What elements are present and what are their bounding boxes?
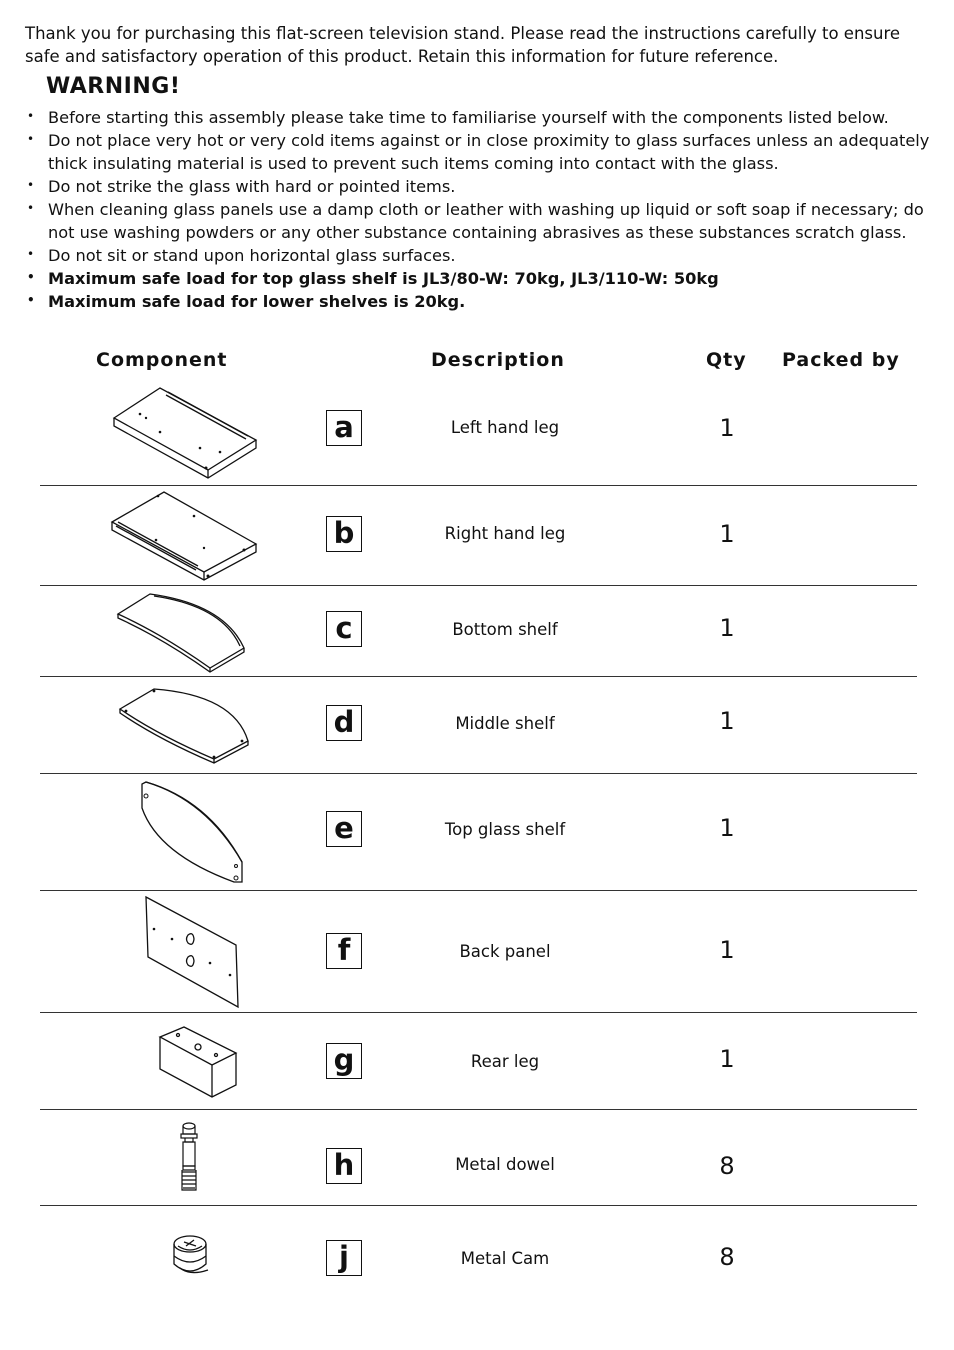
part-qty: 1 <box>719 936 735 964</box>
part-letter: c <box>326 611 362 647</box>
part-letter: h <box>326 1148 362 1184</box>
component-row-h <box>40 1110 917 1206</box>
component-row-c <box>40 586 917 677</box>
part-qty: 1 <box>719 707 735 735</box>
right-hand-leg-icon <box>108 488 260 582</box>
warning-list <box>25 106 937 313</box>
bottom-shelf-icon <box>114 590 254 676</box>
part-letter: a <box>326 410 362 446</box>
part-qty: 1 <box>719 614 735 642</box>
warning-item: • Before starting this assembly please take time to familiarise yourself with the components listed below. <box>25 106 937 129</box>
warning-item-load-top: • Maximum safe load for top glass shelf is JL3/80-W: 70kg, JL3/110-W: 50kg <box>25 267 937 290</box>
part-description: Right hand leg <box>444 524 566 543</box>
header-packed-by: Packed by <box>782 349 900 371</box>
component-row-j <box>40 1206 917 1296</box>
warning-title: WARNING! <box>46 74 181 99</box>
part-qty: 8 <box>719 1243 735 1271</box>
part-description: Top glass shelf <box>444 820 566 839</box>
part-letter: g <box>326 1043 362 1079</box>
warning-item: • Do not place very hot or very cold items against or in close proximity to glass surfaces unless an adequately thick insulating material is used to prevent such items coming into contact with the glass. <box>25 129 937 175</box>
part-letter: b <box>326 516 362 552</box>
header-qty: Qty <box>706 349 747 371</box>
part-qty: 1 <box>719 814 735 842</box>
component-row-f <box>40 891 917 1013</box>
part-description: Metal Cam <box>460 1249 550 1268</box>
part-description: Rear leg <box>470 1052 540 1071</box>
component-row-e <box>40 774 917 891</box>
left-hand-leg-icon <box>110 380 260 482</box>
component-row-d <box>40 677 917 774</box>
intro-paragraph: Thank you for purchasing this flat-screen television stand. Please read the instructions carefully to ensure safe and satisfactory operation of this product. Retain this information for future reference. <box>25 24 901 66</box>
part-qty: 1 <box>719 414 735 442</box>
component-row-a <box>40 380 917 486</box>
component-row-g <box>40 1013 917 1110</box>
part-letter: f <box>326 933 362 969</box>
part-description: Middle shelf <box>455 714 555 733</box>
part-description: Bottom shelf <box>452 620 558 639</box>
header-component: Component <box>96 349 228 371</box>
part-description: Metal dowel <box>455 1155 555 1174</box>
rear-leg-icon <box>156 1023 240 1099</box>
part-letter: e <box>326 811 362 847</box>
part-letter: d <box>326 705 362 741</box>
part-qty: 1 <box>719 520 735 548</box>
part-qty: 8 <box>719 1152 735 1180</box>
part-letter: j <box>326 1240 362 1276</box>
part-description: Left hand leg <box>450 418 560 437</box>
metal-cam-icon <box>170 1232 214 1280</box>
warning-item: • Do not strike the glass with hard or pointed items. <box>25 175 937 198</box>
warning-item-load-lower: • Maximum safe load for lower shelves is 20kg. <box>25 290 937 313</box>
back-panel-icon <box>142 893 240 1009</box>
part-description: Back panel <box>459 942 551 961</box>
component-row-b <box>40 486 917 586</box>
metal-dowel-icon <box>176 1120 202 1196</box>
part-qty: 1 <box>719 1045 735 1073</box>
header-description: Description <box>431 349 565 371</box>
warning-item: • When cleaning glass panels use a damp cloth or leather with washing up liquid or soft soap if necessary; do not use washing powders or any other substance containing abrasives as these substances scratch glass. <box>25 198 937 244</box>
top-glass-shelf-icon <box>138 780 246 886</box>
warning-item: • Do not sit or stand upon horizontal glass surfaces. <box>25 244 937 267</box>
middle-shelf-icon <box>118 685 252 767</box>
